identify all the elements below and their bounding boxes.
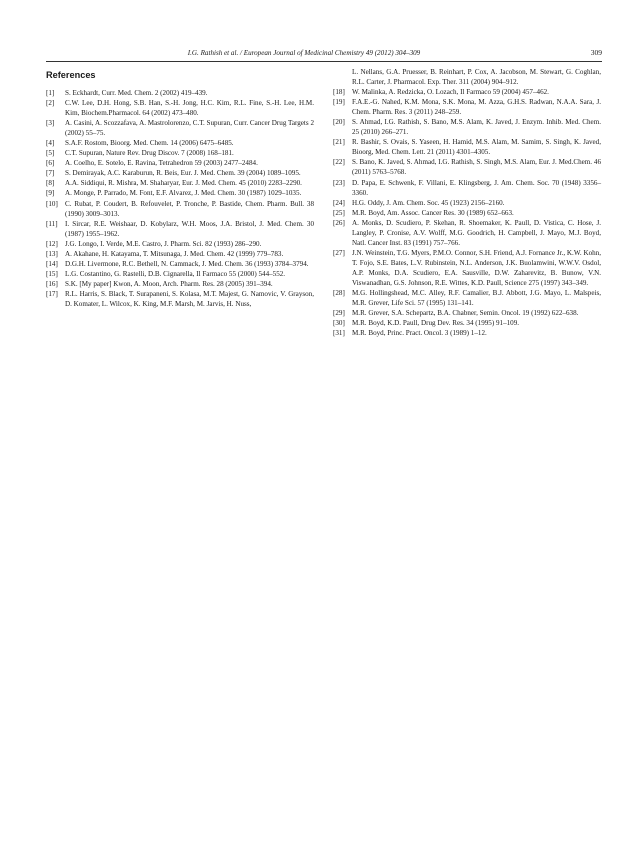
reference-item <box>333 97 601 117</box>
reference-item <box>46 259 314 269</box>
reference-text: S.K. [My paper] Kwon, A. Moon, Arch. Pharm. Res. 28 (2005) 391–394. <box>65 279 273 288</box>
reference-number: [10] <box>46 199 58 208</box>
reference-item <box>46 178 314 188</box>
reference-text: A. Coelho, E. Sotelo, E. Ravina, Tetrahedron 59 (2003) 2477–2484. <box>65 159 258 168</box>
reference-number: [15] <box>46 269 58 278</box>
reference-item <box>333 178 601 198</box>
reference-text: W. Malinka, A. Redzicka, O. Lozach, Il Farmaco 59 (2004) 457–462. <box>352 88 549 97</box>
reference-number: [4] <box>46 139 55 148</box>
reference-number: [12] <box>46 239 58 248</box>
reference-number: [2] <box>46 99 55 108</box>
running-header <box>46 47 602 61</box>
reference-item <box>46 188 314 198</box>
reference-item <box>333 137 601 157</box>
reference-number: [17] <box>46 289 58 298</box>
reference-number: [24] <box>333 198 345 207</box>
reference-item <box>333 198 601 208</box>
reference-item <box>46 118 314 138</box>
reference-number: [14] <box>46 259 58 268</box>
reference-text: M.R. Boyd, Princ. Pract. Oncol. 3 (1989) 1–12. <box>352 329 487 338</box>
reference-number: [16] <box>46 279 58 288</box>
reference-text: A. Casini, A. Scozzafava, A. Mastrolorenzo, C.T. Supuran, Curr. Cancer Drug Targets 2 (2002) 55–75. <box>65 119 314 138</box>
reference-item <box>333 308 601 318</box>
reference-item <box>46 289 314 309</box>
reference-number: [31] <box>333 329 345 338</box>
reference-text: J.N. Weinstein, T.G. Myers, P.M.O. Connor, S.H. Friend, A.J. Fornance Jr., K.W. Kohn, T. Fojo, S.E. Bates, L.V. Rubinstein, N.L. Anderson, J.K. Buolamwini, W.W.V. Osdol, A.P. Monks, D.A. Scudiero, E.A. Sausville, D.W. Zaharevitz, B. Bunow, V.N. Viswanadhan, G.S. Johnson, R.E. Wittes, K.D. Paull, Science 275 (1997) 343–349. <box>352 248 601 287</box>
reference-item <box>333 318 601 328</box>
reference-number: [25] <box>333 208 345 217</box>
reference-item <box>46 168 314 178</box>
reference-text: R.L. Harris, S. Black, T. Surapaneni, S. Kolasa, M.T. Majest, G. Namovic, V. Grayson, D. Komater, L. Wilcox, K. King, M.F. Marsh, M. Jarvis, H. Nuss, <box>65 289 314 308</box>
reference-number: [19] <box>333 98 345 107</box>
reference-text: S. Eckhardt, Curr. Med. Chem. 2 (2002) 419–439. <box>65 89 208 97</box>
reference-number: [8] <box>46 179 55 188</box>
reference-item <box>46 199 314 219</box>
reference-item <box>333 288 601 308</box>
reference-text: A. Monge, P. Parrado, M. Font, E.F. Alvarez, J. Med. Chem. 30 (1987) 1029–1035. <box>65 189 302 198</box>
reference-text: S. Bano, K. Javed, S. Ahmad, I.G. Rathish, S. Singh, M.S. Alam, Eur. J. Med.Chem. 46 (2011) 5763–5768. <box>352 158 601 177</box>
reference-text: C.T. Supuran, Nature Rev. Drug Discov. 7 (2008) 168–181. <box>65 149 234 158</box>
reference-text: L.G. Costantino, G. Rastelli, D.B. Cignarella, Il Farmaco 55 (2000) 544–552. <box>65 269 286 278</box>
reference-item <box>46 98 314 118</box>
reference-text: H.G. Oddy, J. Am. Chem. Soc. 45 (1923) 2156–2160. <box>352 198 505 207</box>
reference-item <box>333 87 601 97</box>
reference-item <box>333 117 601 137</box>
running-title: I.G. Rathish et al. / European Journal of Medicinal Chemistry 49 (2012) 304–309 <box>187 49 421 57</box>
reference-text: M.R. Grever, S.A. Schepartz, B.A. Chabner, Semin. Oncol. 19 (1992) 622–638. <box>352 309 579 318</box>
reference-item <box>46 148 314 158</box>
reference-text: C.W. Lee, D.H. Hong, S.B. Han, S.-H. Jong, H.C. Kim, R.L. Fine, S.-H. Lee, H.M. Kim, Biochem.Pharmacol. 64 (2002) 473–480. <box>65 99 314 118</box>
reference-item <box>46 158 314 168</box>
page-number: 309 <box>590 48 602 57</box>
reference-text: A. Akahane, H. Katayama, T. Mitsunaga, J. Med. Chem. 42 (1999) 779–783. <box>65 249 284 258</box>
reference-item <box>333 248 601 288</box>
reference-text: C. Rubat, P. Coudert, B. Refouvelet, P. Tronche, P. Bastide, Chem. Pharm. Bull. 38 (1990) 3009–3013. <box>65 199 314 218</box>
reference-item <box>46 239 314 249</box>
reference-text: F.A.E.-G. Nahed, K.M. Mona, S.K. Mona, M. Azza, G.H.S. Radwan, N.A.A. Sara, J. Chem. Pharm. Res. 3 (2011) 248–259. <box>352 98 601 117</box>
reference-item <box>333 157 601 177</box>
reference-number: [27] <box>333 248 345 257</box>
reference-item <box>46 269 314 279</box>
reference-number: [3] <box>46 119 55 128</box>
reference-item <box>333 328 601 338</box>
reference-text: D. Papa, E. Schwenk, F. Villani, E. Klingsberg, J. Am. Chem. Soc. 70 (1948) 3356–3360. <box>352 178 601 197</box>
reference-item <box>333 218 601 248</box>
reference-number: [23] <box>333 178 345 187</box>
reference-text: S. Ahmad, I.G. Rathish, S. Bano, M.S. Alam, K. Javed, J. Enzym. Inhib. Med. Chem. 25 (2010) 266–271. <box>352 118 601 137</box>
reference-text: M.G. Hollingshead, M.C. Alley, R.F. Camalier, B.J. Abbott, J.G. Mayo, L. Malspeis, M.R. Grever, Life Sci. 57 (1995) 131–141. <box>352 289 601 308</box>
reference-item <box>46 88 314 98</box>
reference-text: M.R. Boyd, Am. Assoc. Cancer Res. 30 (1989) 652–663. <box>352 208 514 217</box>
reference-number: [26] <box>333 218 345 227</box>
reference-text: A.A. Siddiqui, R. Mishra, M. Shaharyar, Eur. J. Med. Chem. 45 (2010) 2283–2290. <box>65 179 302 188</box>
reference-number: [13] <box>46 249 58 258</box>
reference-number: [18] <box>333 88 345 97</box>
reference-text: A. Monks, D. Scudiero, P. Skehan, R. Shoemaker, K. Paull, D. Vistica, C. Hose, J. Langley, P. Cronise, A.V. Wolff, M.G. Goodrich, H. Campbell, J. Mayo, M.J. Boyd, Natl. Cancer Inst. 83 (1991) 757–766. <box>352 218 601 247</box>
reference-item <box>46 249 314 259</box>
left-column <box>46 88 314 309</box>
reference-number: [22] <box>333 158 345 167</box>
reference-text: J.G. Longo, I. Verde, M.E. Castro, J. Pharm. Sci. 82 (1993) 286–290. <box>65 239 262 248</box>
right-column <box>333 67 601 338</box>
reference-item <box>46 219 314 239</box>
reference-item <box>46 138 314 148</box>
reference-text: S.A.F. Rostom, Bioorg. Med. Chem. 14 (2006) 6475–6485. <box>65 139 234 148</box>
reference-number: [6] <box>46 159 55 168</box>
reference-number: [1] <box>46 89 55 97</box>
reference-text: D.G.H. Livermone, R.C. Bethell, N. Cammack, J. Med. Chem. 36 (1993) 3784–3794. <box>65 259 309 268</box>
reference-number: [28] <box>333 289 345 298</box>
reference-number: [20] <box>333 118 345 127</box>
reference-number: [21] <box>333 138 345 147</box>
reference-item <box>333 208 601 218</box>
header-rule <box>46 61 602 62</box>
reference-number: [7] <box>46 169 55 178</box>
reference-text: R. Bashir, S. Ovais, S. Yaseen, H. Hamid, M.S. Alam, M. Samim, S. Singh, K. Javed, Bioorg, Med. Chem. Lett. 21 (2011) 4301–4305. <box>352 138 601 157</box>
reference-number: [29] <box>333 309 345 318</box>
reference-number: [9] <box>46 189 55 198</box>
reference-text: I. Sircar, R.E. Weishaar, D. Kobylarz, W.H. Moos, J.A. Bristol, J. Med. Chem. 30 (1987) 1955–1962. <box>65 219 314 238</box>
reference-text: S. Demirayak, A.C. Karaburun, R. Beis, Eur. J. Med. Chem. 39 (2004) 1089–1095. <box>65 169 301 178</box>
reference-number: [30] <box>333 319 345 328</box>
reference-continuation: L. Nellans, G.A. Pruesser, B. Reinhart, P. Cox, A. Jacobson, M. Stewart, G. Coghlan, R.L. Carter, J. Pharmacol. Exp. Ther. 311 (2004) 904–912. <box>352 68 601 87</box>
reference-text: M.R. Boyd, K.D. Paull, Drug Dev. Res. 34 (1995) 91–109. <box>352 319 520 328</box>
reference-number: [11] <box>46 219 58 228</box>
reference-item <box>46 279 314 289</box>
references-heading: References <box>46 70 96 80</box>
reference-number: [5] <box>46 149 55 158</box>
